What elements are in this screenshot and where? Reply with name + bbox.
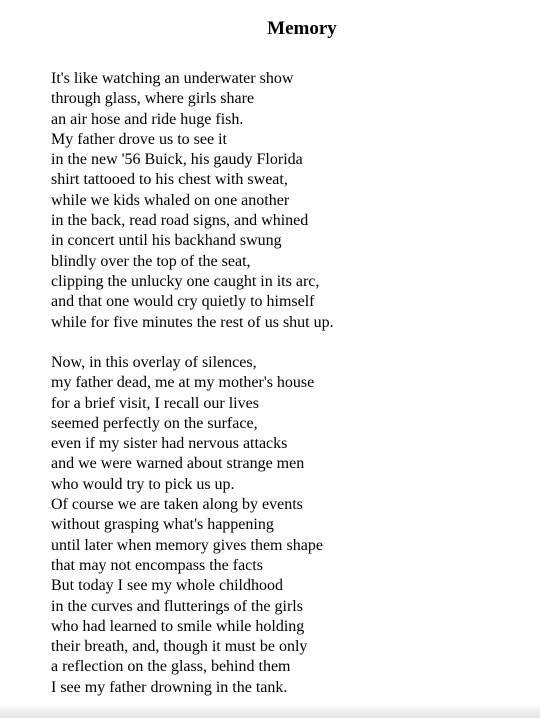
poem-line: shirt tattooed to his chest with sweat, <box>51 171 288 189</box>
poem-line: seemed perfectly on the surface, <box>51 414 258 432</box>
poem-line: in the back, read road signs, and whined <box>51 212 309 230</box>
poem-line: But today I see my whole childhood <box>51 577 283 595</box>
poem-line: in the new '56 Buick, his gaudy Florida <box>51 151 303 169</box>
poem-line: It's like watching an underwater show <box>51 70 294 87</box>
poem-line: Now, in this overlay of silences, <box>51 354 257 371</box>
poem-line: in concert until his backhand swung <box>51 232 282 250</box>
poem-line: and that one would cry quietly to himself <box>51 293 315 311</box>
stanza-1 <box>51 69 334 333</box>
poem-line: through glass, where girls share <box>51 90 255 108</box>
poem-line: their breath, and, though it must be only <box>51 638 308 656</box>
poem-line: in the curves and flutterings of the girls <box>51 597 303 615</box>
poem-line: that may not encompass the facts <box>51 556 263 574</box>
poem-line: clipping the unlucky one caught in its arc, <box>51 272 320 290</box>
poem-line: while for five minutes the rest of us shut up. <box>51 313 334 331</box>
poem-line: even if my sister had nervous attacks <box>51 435 288 453</box>
poem-line: I see my father drowning in the tank. <box>51 678 288 696</box>
poem-line: blindly over the top of the seat, <box>51 252 251 270</box>
page-bottom-shadow <box>0 704 540 718</box>
poem-line: for a brief visit, I recall our lives <box>51 394 259 412</box>
poem-line: an air hose and ride huge fish. <box>51 110 244 128</box>
poem-line: Of course we are taken along by events <box>51 496 303 514</box>
poem-line: while we kids whaled on one another <box>51 191 290 209</box>
poem-title: Memory <box>267 18 337 39</box>
poem-line: a reflection on the glass, behind them <box>51 658 291 676</box>
poem-line: my father dead, me at my mother's house <box>51 374 315 392</box>
poem-line: My father drove us to see it <box>51 130 227 148</box>
stanza-2 <box>51 353 323 698</box>
poem-line: who had learned to smile while holding <box>51 617 305 635</box>
poem-line: until later when memory gives them shape <box>51 536 323 554</box>
poem-line: who would try to pick us up. <box>51 475 235 493</box>
poem-line: and we were warned about strange men <box>51 455 305 473</box>
poem-line: without grasping what's happening <box>51 516 274 534</box>
